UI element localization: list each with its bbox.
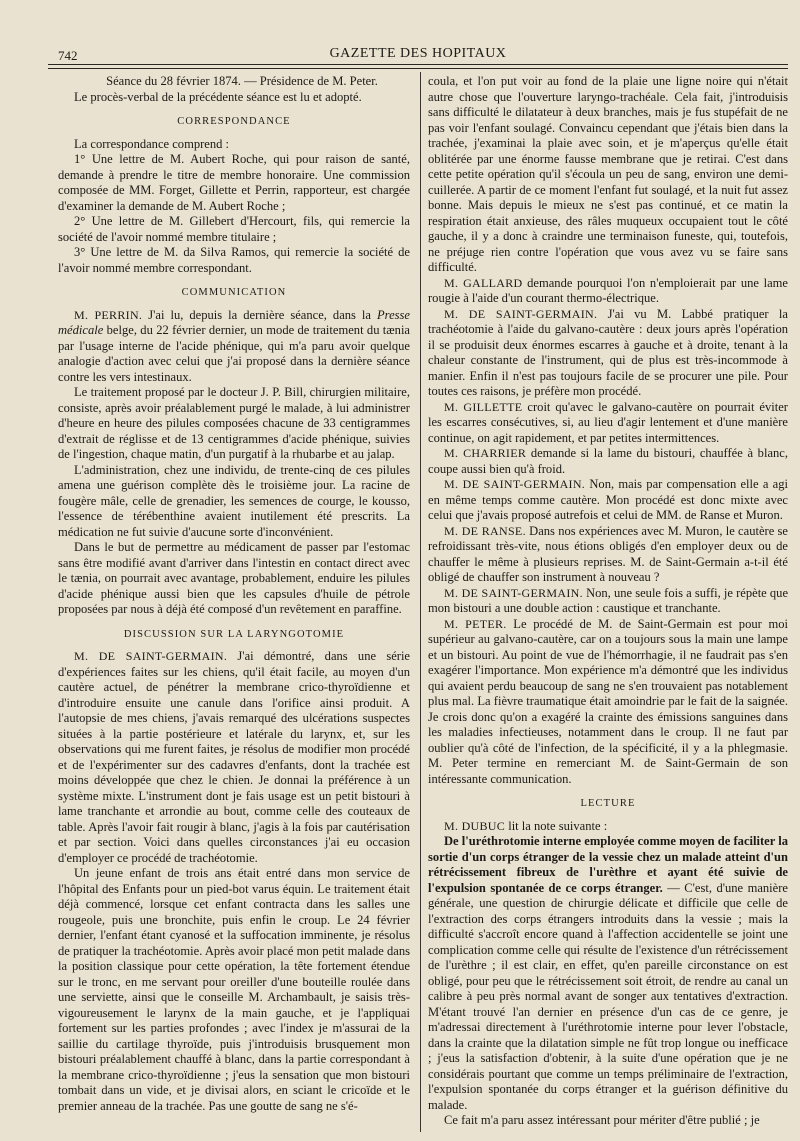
speaker-saint-germain: M. DE SAINT-GERMAIN.	[444, 306, 598, 321]
page-number: 742	[58, 48, 78, 63]
lecture-paragraph	[428, 834, 788, 1113]
correspondance-item-1: 1° Une lettre de M. Aubert Roche, qui pour raison de santé, demande à prendre le titre de membre honoraire. Une commission composée de MM. Forget, Gillette et Perrin, rapporteur, est chargée d'examiner la demande de M. Aubert Roche ;	[58, 152, 410, 213]
header-rule-thin	[48, 68, 788, 69]
gillette-paragraph	[428, 400, 788, 447]
correspondance-intro: La correspondance comprend :	[74, 136, 230, 151]
continued-paragraph: coula, et l'on put voir au fond de la plaie une ligne noire qui n'était autre chose que l'ouverture laryngo-trachéale. Cela fait, j'introduisis sans difficulté le dilatateur à deux branches, mais je fus stupéfait de ne pas voir l'enfant soulagé. Convaincu cependant que j'étais bien dans la trachée, j'examinai la plaie avec soin, et je m'aperçus qu'elle était oblitérée par une énorme fausse membrane que je retirai. C'est dans cette petite opération qu'il s'écoula un peu de sang, environ une demi-cuillerée. A partir de ce moment l'enfant fut soulagé, et la nuit fut assez bonne. Mais depuis le mieux ne s'est pas continué, et ce matin la respiration était anxieuse, des râles muqueux occupaient tout le côté gauche, il y a donc à craindre une terminaison funeste, qui, toutefois, ne préjuge rien contre l'opération que vous avez vu se faire sans difficulté.	[428, 74, 788, 274]
saint-germain-paragraph-1	[58, 649, 410, 866]
charrier-text: demande si la lame du bistouri, chauffée à blanc, coupe aussi bien qu'à froid.	[428, 446, 788, 476]
running-title: GAZETTE DES HOPITAUX	[329, 46, 507, 61]
column-separator	[420, 72, 421, 1132]
saint-germain-text-4: Non, mais par compensation elle a agi en même temps comme cautère. Mon procédé est donc mixte avec celui que j'avais proposé autrefois et celui de MM. de Ranse et Muron.	[428, 477, 788, 522]
dubuc-text: lit la note suivante :	[505, 818, 608, 833]
seance-heading: Séance du 28 février 1874. — Présidence de M. Peter.	[106, 74, 378, 88]
section-lecture: LECTURE	[580, 798, 636, 809]
perrin-paragraph-1	[58, 308, 410, 386]
ranse-text: Dans nos expériences avec M. Muron, le cautère se refroidissant très-vite, nous étions obligés d'en employer deux ou de chauffer le même à plusieurs reprises. M. de Saint-Germain a-t-il été obligé de chauffer son instrument à nouveau ?	[428, 523, 788, 584]
speaker-dubuc: M. DUBUC	[444, 818, 506, 833]
speaker-charrier: M. CHARRIER	[444, 446, 527, 460]
perrin-text-a: J'ai lu, depuis la dernière séance, dans la	[142, 307, 378, 322]
dubuc-paragraph	[428, 819, 788, 835]
lecture-title: De l'uréthrotomie interne employée comme moyen de faciliter la sortie d'un corps étranger de la vessie chez un malade atteint d'un rétrécissement fibreux de l'urèthre et ayant été suivie de l'expulsion spontanée de ce corps étranger.	[428, 834, 788, 895]
lecture-text: — C'est, d'une manière générale, une question de chirurgie délicate et difficile que celle de l'extraction des corps étrangers introduits dans la vessie ; mais la difficulté s'accroît encore quand à l'affection accidentelle se joint une complication comme celle qui résulte de l'existence d'un rétrécissement de l'urèthre ; il est clair, en effet, qu'en pareille circonstance on est obligé, pour peu que le rétrécissement soit étroit, de rendre au canal un calibre à peu près normal avant de songer aux tentatives d'extraction. M'étant trouvé l'an dernier en présence d'un cas de ce genre, je m'adressai directement à l'uréthrotomie interne pour lever l'obstacle, dans la crainte que la dilatation simple ne fût trop longue ou inefficace ; j'eus la satisfaction d'obtenir, à la suite d'une opération que je ne considérais pourtant que comme un temps préliminaire de l'extraction, l'expulsion spontanée du corps étranger et la guérison définitive du malade.	[428, 880, 788, 1112]
presse-medicale-title: Presse médicale	[58, 307, 411, 337]
saint-germain-paragraph-2: Un jeune enfant de trois ans était entré dans mon service de l'hôpital des Enfants pour un pied-bot varus équin. Le traitement était déjà commencé, lorsque cet enfant contracta dans les salles une rougeole, puis une bronchite, puis enfin le croup. Le 24 février dernier, l'enfant étant cyanosé et la suffocation imminente, je résolus de pratiquer la trachéotomie. Après avoir placé mon petit malade dans la position classique pour cette opération, la tête fortement étendue sur le tronc, en me servant pour oreiller d'une bouteille roulée dans une serviette, ainsi que le conseille M. Archambault, je saisis très-vigoureusement le larynx de la main gauche, et je l'appliquai fortement sur les parties profondes ; avec l'index je m'assurai de la saillie du cartilage thyroïde, puis j'introduisis brusquement mon bistouri préalablement chauffé à blanc, dans la partie correspondant à la membrane crico-thyroïdienne ; j'eus la sensation que mon bistouri tombait dans un vide, et je divisai alors, en sciant le cricoïde et le premier anneau de la trachée. Pas une goutte de sang ne s'é-	[58, 866, 410, 1113]
gallard-text: demande pourquoi l'on n'emploierait par une lame rougie à l'aide d'un courant thermo-électrique.	[428, 275, 789, 305]
perrin-paragraph-3: L'administration, chez une individu, de trente-cinq de ces pilules amena une guérison complète dès le troisième jour. La racine de fougère mâle, celle de grenadier, les semences de courge, le kousso, l'essence de térébenthine avaient inutilement été prescrits. La médication ne fut suivie d'aucune sorte d'inconvénient.	[58, 462, 410, 539]
peter-text: Le procédé de M. de Saint-Germain est pour moi supérieur au galvano-cautère, car on a toujours sous la main une lampe et un bistouri. Au point de vue de l'hémorrhagie, il ne faudrait pas s'en exagérer l'importance. Mon expérience m'a démontré que les individus qui avaient perdu beaucoup de sang ne s'en trouvaient pas notablement plus mal. La fièvre traumatique était amoindrie par le fait de la saignée. Je crois donc qu'on a exagéré la crainte des émissions sanguines dans les maladies infectieuses, notamment dans le croup. Il ne faut par oublier qu'à côté de l'infection, de la spécificité, il y a la phlegmasie. M. Peter termine en remerciant M. de Saint-Germain de son intéressante communication.	[428, 616, 788, 786]
saint-germain-paragraph-5	[428, 586, 788, 617]
gillette-text: croit qu'avec le galvano-cautère on pourrait éviter les escarres consécutives, si, au lieu d'agir lentement et d'une manière continue, on agit rapidement, et par petites intermittences.	[428, 399, 788, 445]
speaker-perrin: M. PERRIN.	[74, 307, 143, 322]
charrier-paragraph	[428, 446, 788, 477]
speaker-gillette: M. GILLETTE	[444, 399, 523, 414]
section-discussion: DISCUSSION SUR LA LARYNGOTOMIE	[123, 628, 345, 640]
correspondance-item-2: 2° Une lettre de M. Gillebert d'Hercourt, fils, qui remercie la société de l'avoir nommé membre titulaire ;	[58, 214, 410, 244]
section-correspondance: CORRESPONDANCE	[177, 116, 291, 127]
proces-verbal: Le procès-verbal de la précédente séance est lu et adopté.	[74, 89, 362, 104]
final-paragraph: Ce fait m'a paru assez intéressant pour mériter d'être publié ; je	[444, 1113, 760, 1127]
speaker-ranse: M. DE RANSE.	[444, 523, 526, 538]
peter-paragraph	[428, 617, 788, 788]
left-column	[58, 74, 410, 1114]
header-rule	[48, 64, 788, 65]
speaker-gallard: M. GALLARD	[444, 275, 523, 290]
gallard-paragraph	[428, 276, 788, 307]
saint-germain-text-3: J'ai vu M. Labbé pratiquer la trachéotomie à l'aide du galvano-cautère : deux jours après l'opération il se produisit deux énormes escarres à gauche et à droite, tenant à la chaleur constante de l'instrument, qui de plus est très-incommode à manier. Enfin il n'est pas toujours facile de se procurer une pile. Pour toutes ces raisons, je préfère mon procédé.	[428, 306, 788, 398]
saint-germain-paragraph-4	[428, 477, 788, 524]
speaker-saint-germain: M. DE SAINT-GERMAIN.	[444, 585, 583, 600]
page-header	[48, 44, 788, 64]
speaker-saint-germain: M. DE SAINT-GERMAIN.	[444, 477, 586, 491]
perrin-paragraph-2: Le traitement proposé par le docteur J. P. Bill, chirurgien militaire, consiste, après avoir préalablement purgé le malade, à lui administrer d'heure en heure des pilules composées chacune de 33 centigrammes d'extrait de réglisse et de 13 centigrammes d'acide phénique, suivies de l'ingestion, chaque matin, d'un purgatif à la rhubarbe et au jalap.	[58, 385, 410, 461]
speaker-saint-germain: M. DE SAINT-GERMAIN.	[74, 649, 228, 663]
saint-germain-text-1: J'ai démontré, dans une série d'expériences faites sur les chiens, qu'il était facile, au moyen d'un cautère actuel, de pénétrer la membrane crico-thyroïdienne et d'introduire ensuite une canule dans l'orifice ainsi produit. A l'autopsie de mes chiens, j'avais remarqué des ulcérations suspectes situées à la partie postérieure et latérale du larynx, et, sur les observations qui me furent faites, je résolus de modifier mon procédé et de l'expérimenter sur des cadavres d'enfants, dont la trachée est moins développée que chez le chien. Je donnai la préférence à un système mixte. L'instrument dont je fais usage est un petit bistouri à lame tranchante et arrondie au bout, comme celle des couteaux de table. Après l'avoir fait rougir à blanc, j'agis à la fois par cautérisation et par section. Voici dans quelles circonstances j'ai eu occasion d'employer ce procédé de trachéotomie.	[58, 649, 411, 865]
saint-germain-paragraph-3	[428, 307, 788, 400]
ranse-paragraph	[428, 524, 788, 586]
correspondance-item-3: 3° Une lettre de M. da Silva Ramos, qui remercie la société de l'avoir nommé membre correspondant.	[58, 245, 410, 275]
right-column	[428, 74, 788, 1129]
speaker-peter: M. PETER.	[444, 616, 507, 631]
section-communication: COMMUNICATION	[181, 287, 287, 298]
perrin-paragraph-4: Dans le but de permettre au médicament de passer par l'estomac sans être modifié avant d'arriver dans l'intestin en contact direct avec le tænia, on pourrait avec avantage, probablement, enduire les pilules d'acide phénique aussi bien que les capsules d'huile de pétrole proposées par nous à déjà été composé d'un revêtement en paraffine.	[58, 540, 410, 616]
saint-germain-text-5: Non, une seule fois a suffi, je répète que mon bistouri a une double action : caustique et tranchante.	[428, 585, 789, 615]
perrin-text-b: belge, du 22 février dernier, un mode de traitement du tænia par l'usage interne de l'acide phénique, qui m'a paru avoir quelque analogie d'action avec celui que j'ai proposé dans la dernière séance contre les vers intestinaux.	[58, 323, 410, 384]
